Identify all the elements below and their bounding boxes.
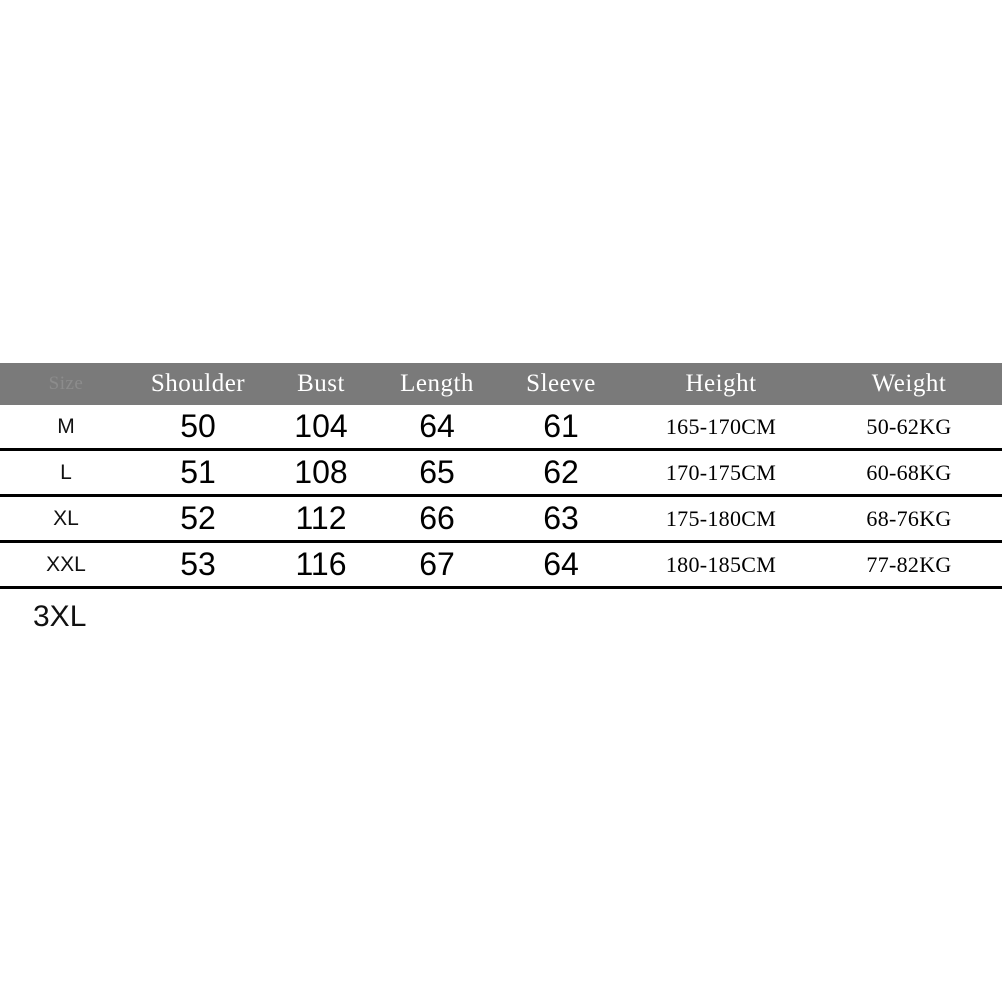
cell-size: L (0, 450, 132, 496)
column-header-size: Size (48, 373, 84, 394)
cell-length: 66 (378, 496, 496, 542)
cell-weight: 50-62KG (866, 413, 952, 439)
trailing-size-label: 3XL (33, 600, 87, 633)
cell-shoulder: 50 (180, 408, 216, 444)
column-header-shoulder: Shoulder (150, 370, 246, 397)
table-header (0, 363, 1002, 405)
cell-shoulder: 51 (132, 450, 264, 496)
cell-size: XL (0, 496, 132, 542)
table-row (0, 542, 1002, 588)
cell-shoulder: 52 (132, 496, 264, 542)
cell-height: 180-185CM (626, 542, 816, 588)
cell-bust: 108 (264, 450, 378, 496)
size-chart-table (0, 363, 1002, 589)
cell-sleeve: 62 (496, 450, 626, 496)
cell-bust: 104 (294, 408, 348, 444)
size-chart (0, 363, 1002, 589)
table-row (0, 496, 1002, 542)
cell-weight: 60-68KG (816, 450, 1002, 496)
table-row (0, 405, 1002, 450)
table-body (0, 405, 1002, 588)
cell-height: 170-175CM (626, 450, 816, 496)
cell-bust: 112 (264, 496, 378, 542)
column-header-sleeve: Sleeve (526, 370, 596, 397)
column-header-height: Height (685, 370, 757, 397)
table-row (0, 450, 1002, 496)
cell-height: 165-170CM (665, 413, 777, 439)
cell-size: M (57, 414, 75, 438)
cell-weight: 77-82KG (816, 542, 1002, 588)
cell-height: 175-180CM (626, 496, 816, 542)
column-header-length: Length (400, 370, 474, 397)
cell-length: 67 (378, 542, 496, 588)
table-header-row (0, 363, 1002, 405)
cell-weight: 68-76KG (816, 496, 1002, 542)
cell-size: XXL (0, 542, 132, 588)
cell-sleeve: 61 (543, 408, 579, 444)
cell-bust: 116 (264, 542, 378, 588)
column-header-bust: Bust (297, 370, 345, 397)
cell-length: 64 (419, 408, 455, 444)
column-header-weight: Weight (871, 370, 947, 397)
cell-sleeve: 64 (496, 542, 626, 588)
cell-shoulder: 53 (132, 542, 264, 588)
cell-length: 65 (378, 450, 496, 496)
cell-sleeve: 63 (496, 496, 626, 542)
